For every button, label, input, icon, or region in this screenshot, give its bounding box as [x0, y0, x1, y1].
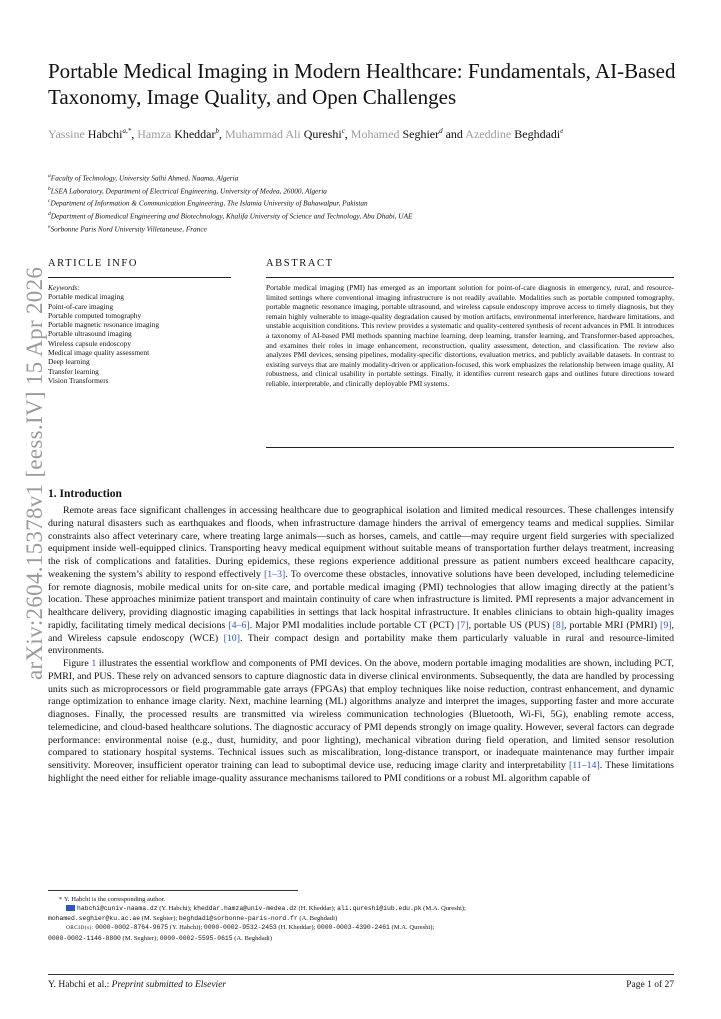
keywords-block: [48, 283, 228, 385]
affiliation-mark: d: [48, 211, 51, 218]
keyword-item: Portable ultrasound imaging: [48, 329, 132, 339]
author-affiliation-mark: a,*: [122, 127, 132, 135]
author-list: Yassine Habchi$^{a,*}$, Hamza Kheddar$^b$, Muhammad Ali Qureshi$^c$, Mohamed Seghier$^d$ and Azeddine Beghdadi$^e$: [48, 127, 564, 141]
article-info-rule: [48, 277, 231, 278]
affiliation-mark: a: [48, 173, 51, 179]
affiliation-mark: b: [48, 185, 51, 192]
keyword-item: Portable computed tomography: [48, 310, 142, 320]
author-first-name: Hamza: [137, 127, 172, 141]
email-address: kheddar.hamza@univ-medea.dz: [193, 905, 297, 913]
orcid-id: 0000-0002-5595-0615: [159, 934, 233, 942]
author-last-name: Kheddar: [174, 127, 216, 141]
author-last-name: Qureshi: [303, 127, 342, 141]
orcid-label: ORCID(s):: [66, 925, 94, 932]
citation-link: [1–3]: [264, 568, 286, 580]
abstract-heading: ABSTRACT: [266, 258, 334, 269]
affiliation: [48, 209, 688, 222]
paper-title: Portable Medical Imaging in Modern Healthcare: Fundamentals, AI-Based Taxonomy, Image Quality, and Open Challenges: [48, 59, 676, 109]
author-last-name: Seghier: [402, 127, 440, 141]
affiliation-text: Department of Biomedical Engineering and Biotechnology, Khalifa University of Science and Technology, Abu Dhabi, UAE: [50, 211, 413, 221]
section-heading-introduction: 1. Introduction: [48, 488, 122, 500]
affiliation: [48, 196, 688, 209]
citation-link: 1: [91, 658, 97, 669]
footer-rule: [48, 974, 674, 975]
email-icon: [66, 905, 75, 911]
citation-link: [4–6]: [228, 619, 250, 631]
affiliation: [48, 171, 688, 184]
affiliation: [48, 184, 688, 197]
author-first-name: Yassine: [48, 127, 85, 141]
affiliation-list: [48, 171, 688, 235]
author-affiliation-mark: c: [341, 127, 345, 135]
author-last-name: Habchi: [87, 127, 123, 141]
affiliation-mark: c: [48, 198, 51, 205]
citation-link: [8]: [552, 619, 565, 631]
author-first-name: Mohamed: [350, 127, 400, 141]
abstract-text: Portable medical imaging (PMI) has emerged as an important solution for point-of-care diagnosis in emergency, rural, and resource-limited settings where conventional imaging infrastructure is not readily available. Modalities such as portable computed tomography, portable magnetic resonance imaging, portable ultrasound, and wireless capsule endoscopy improve access to timely diagnosis, but they remain highly vulnerable to image-quality degradation caused by motion artifacts, environmental interference, hardware limitations, and unstable acquisition conditions. This review provides a systematic and quality-centered synthesis of recent advances in PMI. It introduces a taxonomy of AI-based PMI methods spanning machine learning, deep learning, transfer learning, and Transformer-based approaches, and examines their roles in image enhancement, reconstruction, quality assessment, detection, and classification. The review also analyzes PMI devices, sensing pipelines, modality-specific distortions, evaluation metrics, and publicly available datasets. In contrast to existing surveys that are mainly modality-driven or application-focused, this work emphasizes the relationship between image quality, AI robustness, and clinical usability in portable settings. Finally, it identifies current research gaps and outlines future directions toward reliable, interpretable, and clinically deployable PMI systems.: [266, 283, 674, 388]
orcid-line-1: ORCID(s): 0000-0002-8764-9675 (Y. Habchi); 0000-0002-9532-2453 (H. Kheddar); 0000-0003-4390-2461 (M.A. Qureshi);: [66, 924, 435, 932]
paragraph: Figure 1 illustrates the essential workflow and components of PMI devices. On the above, modern portable imaging modalities are shown, including PCT, PMRI, and PUS. These rely on advanced sensors to capture diagnostic data in diverse clinical environments. Subsequently, the data are handled by processing units such as microprocessors or field programmable gate arrays (FPGAs) that employ techniques like noise reduction, contrast enhancement, and dynamic range optimization to enhance image clarity. Next, machine learning (ML) algorithms analyze and interpret the images, supporting faster and more accurate diagnoses. Finally, the processed results are transmitted via wireless communication technologies (Bluetooth, Wi-Fi, 5G), enabling remote access, telemedicine, and cloud-based healthcare solutions. The diagnostic accuracy of PMI depends strongly on image quality. However, several factors can degrade performance: environmental noise (e.g., dust, humidity, and poor lighting), mechanical vibration during field operation, and limited sensor resolution compared to stationary hospital systems. Technical issues such as miscalibration, long-distance transport, or inadequate maintenance may further impair sensitivity. Moreover, insufficient operator training can lead to suboptimal device use, reducing image clarity and interpretability [11–14]. These limitations highlight the need either for reliable image-quality assurance mechanisms tailored to PMI conditions or a robust ML algorithm capable of: [48, 658, 674, 784]
citation-link: [9]: [660, 619, 672, 631]
author-last-name: Beghdadi: [514, 127, 561, 141]
citation-link: [7]: [457, 619, 469, 631]
corresponding-author-note: * Y. Habchi is the corresponding author.: [58, 896, 166, 903]
author-affiliation-mark: e: [560, 127, 564, 135]
keyword-item: Portable medical imaging: [48, 292, 124, 302]
email-address: mohamed.seghier@ku.ac.ae: [48, 914, 141, 922]
email-address: beghdadi@sorbonne-paris-nord.fr: [178, 914, 298, 922]
footnotes: [48, 895, 688, 943]
article-info-heading: ARTICLE INFO: [48, 258, 139, 269]
citation-link: [10]: [223, 632, 241, 644]
affiliation-text: Sorbonne Paris Nord University Villetaneuse, France: [50, 224, 207, 234]
orcid-id: 0000-0002-8764-9675: [95, 924, 169, 932]
orcid-id: 0000-0002-1146-8800: [48, 934, 121, 942]
author-first-name: Azeddine: [465, 127, 512, 141]
paragraph: Remote areas face significant challenges in accessing healthcare due to geographical isolation and limited medical resources. These challenges intensify during natural disasters such as earthquakes and floods, when infrastructure damage hinders the arrival of emergency teams and medical supplies. Similar constraints also affect veterinary care, where treating large animals—such as horses, camels, and cattle—may require urgent field surgeries with specialized equipment inside well-equipped clinics. Transporting heavy medical equipment without suitable means of transportation further delays treatment, increasing the risk of complications and fatalities. During epidemics, these regions experience additional pressure as patient numbers exceed healthcare capacity, weakening the system’s ability to respond effectively [1–3]. To overcome these obstacles, innovative solutions have been developed, including telemedicine for remote diagnosis, mobile medical units for on-site care, and portable medical imaging (PMI) technologies that allow imaging directly at the patient’s location. These approaches minimize patient transport and maintain continuity of care when infrastructure is limited. PMI represents a major advancement in healthcare delivery, providing diagnostic imaging capabilities in settings that lack hospital infrastructure. It enables clinicians to obtain high-quality images rapidly, facilitating timely medical decisions [4–6]. Major PMI modalities include portable CT (PCT) [7], portable US (PUS) [8], portable MRI (PMRI) [9], and Wireless capsule endoscopy (WCE) [10]. Their compact design and portability make them particularly valuable in rural and resource-limited environments.: [48, 505, 674, 657]
keyword-item: Portable magnetic resonance imaging: [48, 320, 160, 330]
author-affiliation-mark: d: [439, 127, 443, 135]
keyword-item: Point-of-care imaging: [48, 301, 114, 311]
orcid-id: 0000-0003-4390-2461: [317, 924, 390, 932]
abstract-rule: [266, 277, 674, 278]
email-address: ali.qureshi@iub.edu.pk: [337, 905, 422, 913]
page-number: Page 1 of 27: [626, 980, 674, 990]
keyword-item: Medical image quality assessment: [48, 348, 150, 358]
email-line-1: habchi@cuniv-naama.dz (Y. Habchi); kheddar.hamza@univ-medea.dz (H. Kheddar); ali.qureshi@iub.edu.pk (M.A. Qureshi);: [48, 904, 688, 913]
affiliation: [48, 222, 688, 235]
orcid-id: 0000-0002-9532-2453: [203, 924, 277, 932]
keyword-item: Wireless capsule endoscopy: [48, 338, 132, 348]
citation-link: [11–14]: [568, 760, 600, 771]
keyword-item: Deep learning: [48, 357, 90, 367]
email-line-2: mohamed.seghier@ku.ac.ae (M. Seghier); beghdadi@sorbonne-paris-nord.fr (A. Beghdadi): [48, 914, 338, 922]
affiliation-text: LSEA Laboratory, Department of Electrical Engineering, University of Medea, 26000, Algeria: [50, 186, 327, 196]
author-first-name: Muhammad Ali: [225, 127, 301, 141]
orcid-line-2: 0000-0002-1146-8800 (M. Seghier); 0000-0002-5595-0615 (A. Beghdadi): [48, 934, 272, 942]
abstract-bottom-rule: [266, 447, 674, 448]
introduction-body: [48, 505, 674, 786]
keyword-item: Transfer learning: [48, 366, 99, 376]
keyword-item: Vision Transformers: [48, 375, 109, 385]
affiliation-text: Department of Information & Communication Engineering, The Islamia University of Bahawalpur, Pakistan: [50, 198, 368, 208]
email-address: habchi@cuniv-naama.dz: [77, 905, 158, 913]
keyword-list: [48, 292, 228, 385]
author-affiliation-mark: b: [215, 127, 220, 135]
affiliation-mark: e: [48, 223, 51, 230]
arxiv-identifier: arXiv:2604.15378v1 [eess.IV] 15 Apr 2026: [22, 266, 47, 680]
running-footer: Y. Habchi et al.: Preprint submitted to Elsevier: [48, 980, 227, 990]
keywords-label: Keywords:: [48, 283, 80, 292]
footnote-rule: [48, 890, 298, 891]
affiliation-text: Faculty of Technology, University Salhi Ahmed, Naama, Algeria: [50, 173, 239, 183]
